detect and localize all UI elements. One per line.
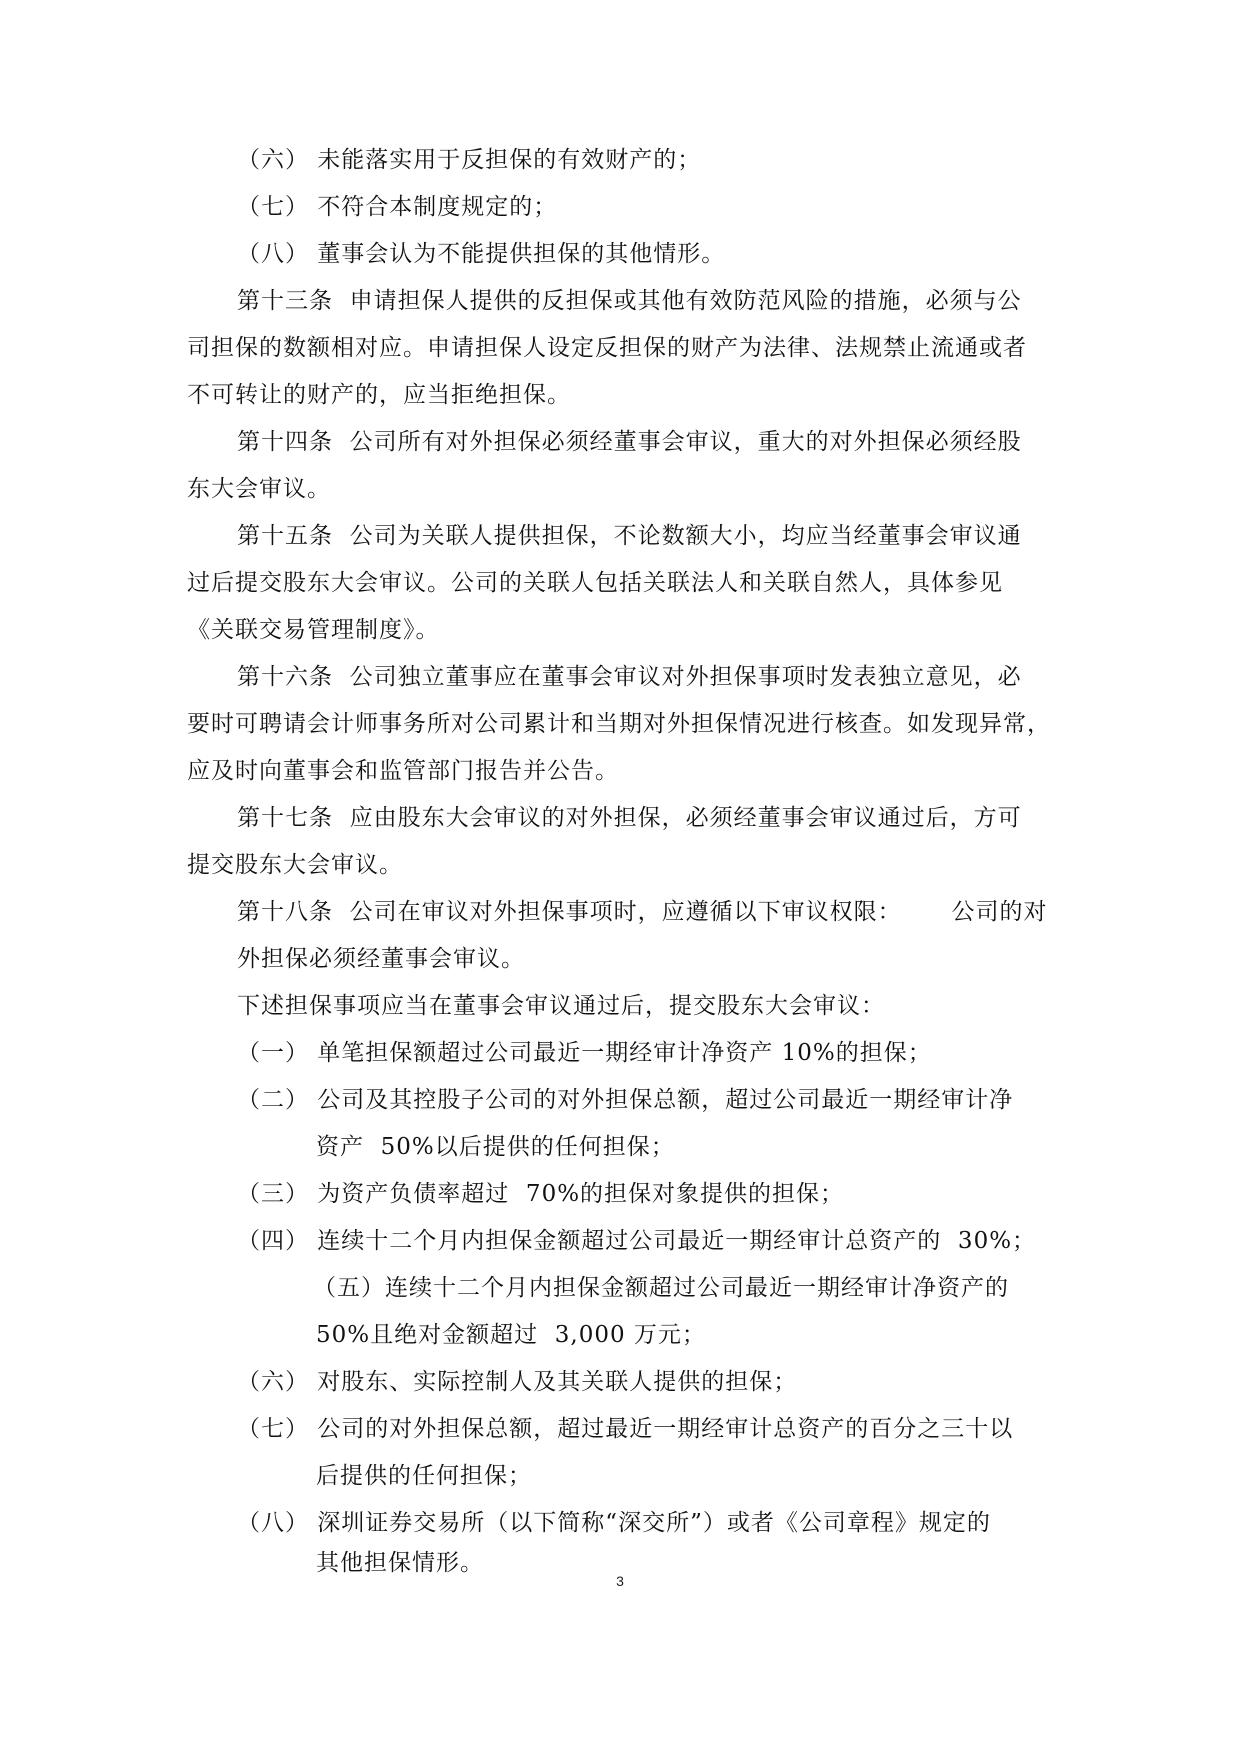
text-line: （五）连续十二个月内担保金额超过公司最近一期经审计净资产的 [313,1275,1009,1301]
text-line: 下述担保事项应当在董事会审议通过后，提交股东大会审议： [237,993,885,1019]
text-line: （六） 未能落实用于反担保的有效财产的； [237,147,702,173]
text-line: 后提供的任何担保； [316,1463,532,1489]
text-line: 东大会审议。 [187,476,331,502]
text-line: 第十五条 公司为关联人提供担保，不论数额大小，均应当经董事会审议通 [237,523,1022,549]
text-line: （八） 董事会认为不能提供担保的其他情形。 [237,241,726,267]
text-line: 提交股东大会审议。 [187,852,403,878]
text-line: 过后提交股东大会审议。公司的关联人包括关联法人和关联自然人，具体参见 [187,570,1003,596]
text-line: 其他担保情形。 [316,1550,484,1576]
text-line: 第十三条 申请担保人提供的反担保或其他有效防范风险的措施，必须与公 [237,288,1022,314]
text-line: 50%且绝对金额超过 3,000 万元； [316,1322,706,1348]
text-line: 第十八条 公司在审议对外担保事项时，应遵循以下审议权限： 公司的对 [237,899,1048,925]
text-line: 要时可聘请会计师事务所对公司累计和当期对外担保情况进行核查。如发现异常， [187,711,1051,737]
text-line: （三） 为资产负债率超过 70%的担保对象提供的担保； [237,1181,845,1207]
text-line: 不可转让的财产的，应当拒绝担保。 [187,382,571,408]
text-line: 应及时向董事会和监管部门报告并公告。 [187,758,619,784]
text-line: （七） 不符合本制度规定的； [237,194,558,220]
text-line: 司担保的数额相对应。申请担保人设定反担保的财产为法律、法规禁止流通或者 [187,335,1027,361]
text-line: （八） 深圳证券交易所（以下简称“深交所”）或者《公司章程》规定的 [237,1510,991,1536]
text-line: 第十六条 公司独立董事应在董事会审议对外担保事项时发表独立意见，必 [237,664,1022,690]
text-line: （二） 公司及其控股子公司的对外担保总额，超过公司最近一期经审计净 [237,1087,1014,1113]
text-line: 《关联交易管理制度》。 [187,617,440,643]
text-line: （四） 连续十二个月内担保金额超过公司最近一期经审计总资产的 30%； [237,1228,1037,1254]
text-line: 资产 50%以后提供的任何担保； [316,1134,675,1160]
text-line: （七） 公司的对外担保总额，超过最近一期经审计总资产的百分之三十以 [237,1416,1014,1442]
text-line: （六） 对股东、实际控制人及其关联人提供的担保； [237,1369,798,1395]
text-line: （一） 单笔担保额超过公司最近一期经审计净资产 10%的担保； [237,1040,932,1066]
page-number: 3 [616,1573,624,1589]
text-line: 第十七条 应由股东大会审议的对外担保，必须经董事会审议通过后，方可 [237,805,1022,831]
text-line: 第十四条 公司所有对外担保必须经董事会审议，重大的对外担保必须经股 [237,429,1022,455]
text-line: 外担保必须经董事会审议。 [237,946,525,972]
